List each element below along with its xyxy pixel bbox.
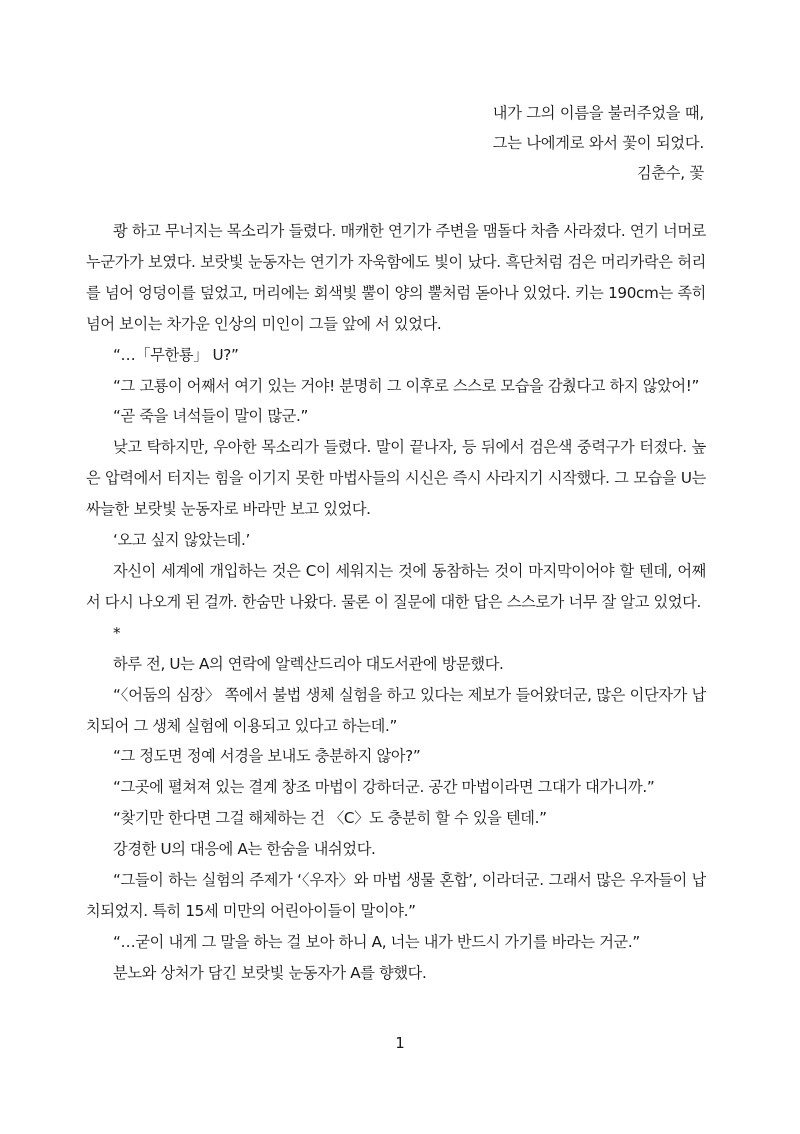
paragraph: “그 정도면 정예 서경을 보내도 충분하지 않아?” [113,747,421,766]
paragraph: 자신이 세계에 개입하는 것은 C이 세워지는 것에 동참하는 것이 마지막이어야 할 텐데, 어째서 다시 나오게 된 걸까. 한숨만 나왔다. 물론 이 질문에 대한 답은 스스로가 너무 잘 알고 있었다. [86,561,706,611]
paragraph: “…「무한룡」 U?” [113,345,239,364]
paragraph: “…굳이 내게 그 말을 하는 걸 보아 하니 A, 너는 내가 반드시 가기를 바라는 거군.” [113,932,640,951]
paragraph: “찾기만 한다면 그걸 해체하는 건 〈C〉도 충분히 할 수 있을 텐데.” [113,809,547,828]
page-number: 1 [395,1034,405,1052]
epigraph-line: 내가 그의 이름을 불러주었을 때, [492,104,704,122]
epigraph [493,98,704,188]
epigraph-line: 그는 나에게로 와서 꽃이 되었다. [492,134,704,152]
paragraph: “그곳에 펼쳐져 있는 결계 창조 마법이 강하더군. 공간 마법이라면 그대가 대가니까.” [113,778,655,797]
epigraph-attribution: 김춘수, 꽃 [636,164,704,182]
section-break: * [113,623,121,642]
paragraph: 낮고 탁하지만, 우아한 목소리가 들렸다. 말이 끝나자, 등 뒤에서 검은색 중력구가 터졌다. 높은 압력에서 터지는 힘을 이기지 못한 마법사들의 시신은 즉시 사라지기 시작했다. 그 모습을 U는 싸늘한 보랏빛 눈동자로 바라만 보고 있었다. [86,438,706,519]
paragraph: 하루 전, U는 A의 연락에 알렉산드리아 대도서관에 방문했다. [113,654,504,673]
paragraph: ‘오고 싶지 않았는데.’ [113,531,250,550]
story-body [86,216,706,989]
paragraph: 분노와 상처가 담긴 보랏빛 눈동자가 A를 향했다. [113,963,427,982]
paragraph: 쾅 하고 무너지는 목소리가 들렸다. 매캐한 연기가 주변을 맴돌다 차츰 사라졌다. 연기 너머로 누군가가 보였다. 보랏빛 눈동자는 연기가 자욱함에도 빛이 났다. 흑단처럼 검은 머리카락은 허리를 넘어 엉덩이를 덮었고, 머리에는 회색빛 뿔이 양의 뿔처럼 돋아나 있었다. 키는 190cm는 족히 넘어 보이는 차가운 인상의 미인이 그들 앞에 서 있었다. [86,222,706,333]
paragraph: “곧 죽을 녀석들이 말이 많군.” [113,407,308,426]
paragraph: “〈어둠의 심장〉 쪽에서 불법 생체 실험을 하고 있다는 제보가 들어왔더군, 많은 이단자가 납치되어 그 생체 실험에 이용되고 있다고 하는데.” [86,685,706,735]
paragraph: “그들이 하는 실험의 주제가 ‘〈우자〉와 마법 생물 혼합’, 이라더군. 그래서 많은 우자들이 납치되었지. 특히 15세 미만의 어린아이들이 말이야.” [86,871,706,920]
paragraph: “그 고룡이 어째서 여기 있는 거야! 분명히 그 이후로 스스로 모습을 감췄다고 하지 않았어!” [113,376,699,395]
paragraph: 강경한 U의 대응에 A는 한숨을 내쉬었다. [113,840,376,859]
